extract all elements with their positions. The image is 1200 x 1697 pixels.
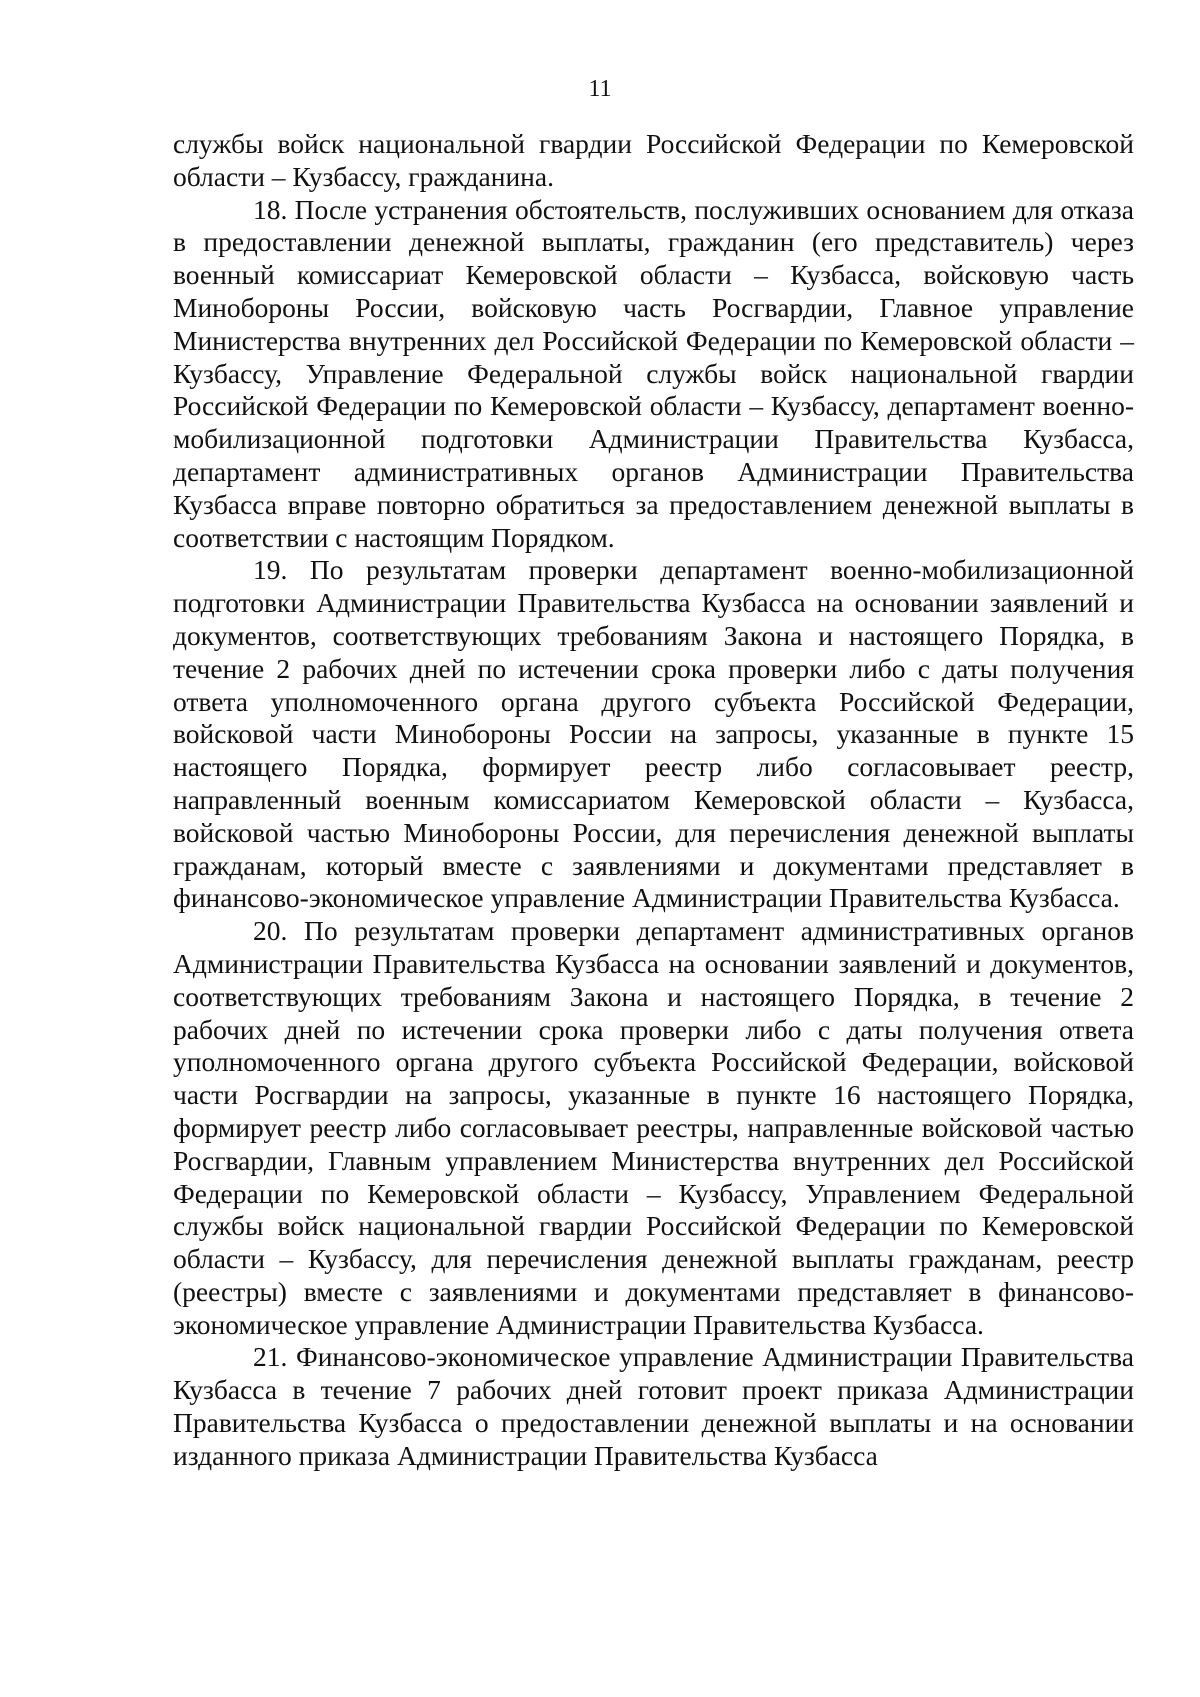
paragraph-21: 21. Финансово-экономическое управление Администрации Правительства Кузбасса в течение 7 рабочих дней готовит проект приказа Администрации Правительства Кузбасса о предоставлении денежной выплаты и на основании изданного приказа Администрации Правительства Кузбасса: [173, 1341, 1134, 1471]
page-number: 11: [588, 76, 612, 102]
paragraph-18: 18. После устранения обстоятельств, послуживших основанием для отказа в предоставлении денежной выплаты, гражданин (его представитель) через военный комиссариат Кемеровской области – Кузбасса, войсковую часть Минобороны России, войсковую часть Росгвардии, Главное управление Министерства внутренних дел Российской Федерации по Кемеровской области – Кузбассу, Управление Федеральной службы войск национальной гвардии Российской Федерации по Кемеровской области – Кузбассу, департамент военно-мобилизационной подготовки Администрации Правительства Кузбасса, департамент административных органов Администрации Правительства Кузбасса вправе повторно обратиться за предоставлением денежной выплаты в соответствии с настоящим Порядком.: [173, 193, 1134, 553]
document-body: [173, 128, 1134, 1473]
paragraph-20: 20. По результатам проверки департамент административных органов Администрации Правительства Кузбасса на основании заявлений и документов, соответствующих требованиям Закона и настоящего Порядка, в течение 2 рабочих дней по истечении срока проверки либо с даты получения ответа уполномоченного органа другого субъекта Российской Федерации, войсковой части Росгвардии на запросы, указанные в пункте 16 настоящего Порядка, формирует реестр либо согласовывает реестры, направленные войсковой частью Росгвардии, Главным управлением Министерства внутренних дел Российской Федерации по Кемеровской области – Кузбассу, Управлением Федеральной службы войск национальной гвардии Российской Федерации по Кемеровской области – Кузбассу, для перечисления денежной выплаты гражданам, реестр (реестры) вместе с заявлениями и документами представляет в финансово-экономическое управление Администрации Правительства Кузбасса.: [173, 915, 1134, 1340]
paragraph-continuation: службы войск национальной гвардии Российской Федерации по Кемеровской области – Кузбассу, гражданина.: [173, 128, 1134, 192]
paragraph-19: 19. По результатам проверки департамент военно-мобилизационной подготовки Администрации Правительства Кузбасса на основании заявлений и документов, соответствующих требованиям Закона и настоящего Порядка, в течение 2 рабочих дней по истечении срока проверки либо с даты получения ответа уполномоченного органа другого субъекта Российской Федерации, войсковой части Минобороны России на запросы, указанные в пункте 15 настоящего Порядка, формирует реестр либо согласовывает реестр, направленный военным комиссариатом Кемеровской области – Кузбасса, войсковой частью Минобороны России, для перечисления денежной выплаты гражданам, который вместе с заявлениями и документами представляет в финансово-экономическое управление Администрации Правительства Кузбасса.: [173, 554, 1134, 914]
